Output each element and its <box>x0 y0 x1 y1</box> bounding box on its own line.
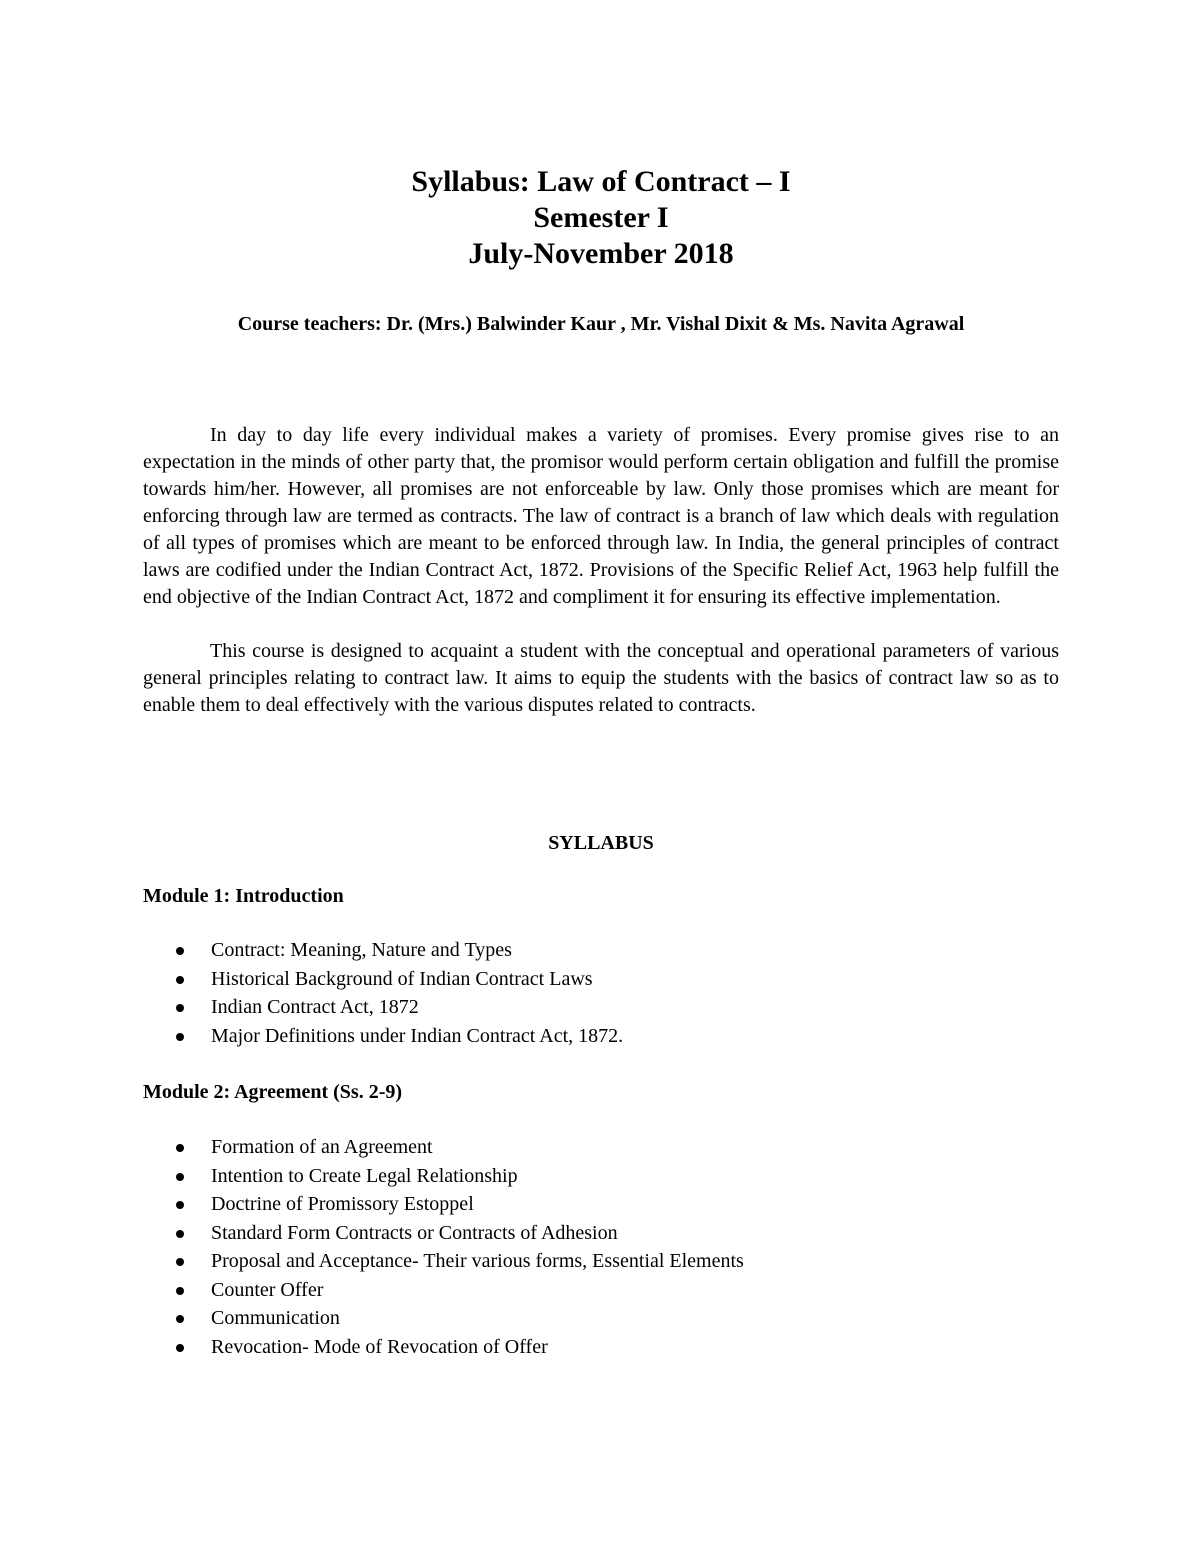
bullet-icon <box>176 1004 184 1012</box>
title-line-course: Syllabus: Law of Contract – I <box>411 165 791 198</box>
list-item: Major Definitions under Indian Contract Act, 1872. <box>143 1022 623 1051</box>
document-title <box>143 164 1059 272</box>
list-item: Communication <box>143 1304 744 1333</box>
list-item: Intention to Create Legal Relationship <box>143 1162 744 1191</box>
list-item: Counter Offer <box>143 1276 744 1305</box>
bullet-icon <box>176 1201 184 1209</box>
title-line-semester: Semester I <box>533 201 669 234</box>
list-item: Standard Form Contracts or Contracts of Adhesion <box>143 1219 744 1248</box>
module-1-topics <box>143 936 623 1050</box>
list-item: Revocation- Mode of Revocation of Offer <box>143 1333 744 1362</box>
module-2-topics <box>143 1133 744 1361</box>
bullet-icon <box>176 976 184 984</box>
bullet-icon <box>176 1173 184 1181</box>
bullet-icon <box>176 1144 184 1152</box>
course-teachers: Course teachers: Dr. (Mrs.) Balwinder Kaur , Mr. Vishal Dixit & Ms. Navita Agrawal <box>237 313 965 335</box>
list-item: Historical Background of Indian Contract Laws <box>143 965 623 994</box>
bullet-icon <box>176 1230 184 1238</box>
syllabus-heading: SYLLABUS <box>548 832 654 854</box>
bullet-icon <box>176 1287 184 1295</box>
intro-paragraph-2: This course is designed to acquaint a student with the conceptual and operational parameters of various general principles relating to contract law. It aims to equip the students with the basics of contract law so as to enable them to deal effectively with the various disputes related to contracts. <box>143 640 1059 716</box>
list-item: Formation of an Agreement <box>143 1133 744 1162</box>
intro-paragraph-1: In day to day life every individual makes a variety of promises. Every promise gives rise to an expectation in the minds of other party that, the promisor would perform certain obligation and fulfill the promise towards him/her. However, all promises are not enforceable by law. Only those promises which are meant for enforcing through law are termed as contracts. The law of contract is a branch of law which deals with regulation of all types of promises which are meant to be enforced through law. In India, the general principles of contract laws are codified under the Indian Contract Act, 1872. Provisions of the Specific Relief Act, 1963 help fulfill the end objective of the Indian Contract Act, 1872 and compliment it for ensuring its effective implementation. <box>143 424 1059 608</box>
bullet-icon <box>176 947 184 955</box>
title-line-session: July-November 2018 <box>468 237 734 270</box>
list-item: Proposal and Acceptance- Their various forms, Essential Elements <box>143 1247 744 1276</box>
list-item: Doctrine of Promissory Estoppel <box>143 1190 744 1219</box>
bullet-icon <box>176 1033 184 1041</box>
bullet-icon <box>176 1258 184 1266</box>
list-item: Indian Contract Act, 1872 <box>143 993 623 1022</box>
module-1-heading: Module 1: Introduction <box>143 885 344 907</box>
introduction <box>143 422 1059 746</box>
bullet-icon <box>176 1344 184 1352</box>
bullet-icon <box>176 1315 184 1323</box>
list-item: Contract: Meaning, Nature and Types <box>143 936 623 965</box>
module-2-heading: Module 2: Agreement (Ss. 2-9) <box>143 1081 403 1103</box>
